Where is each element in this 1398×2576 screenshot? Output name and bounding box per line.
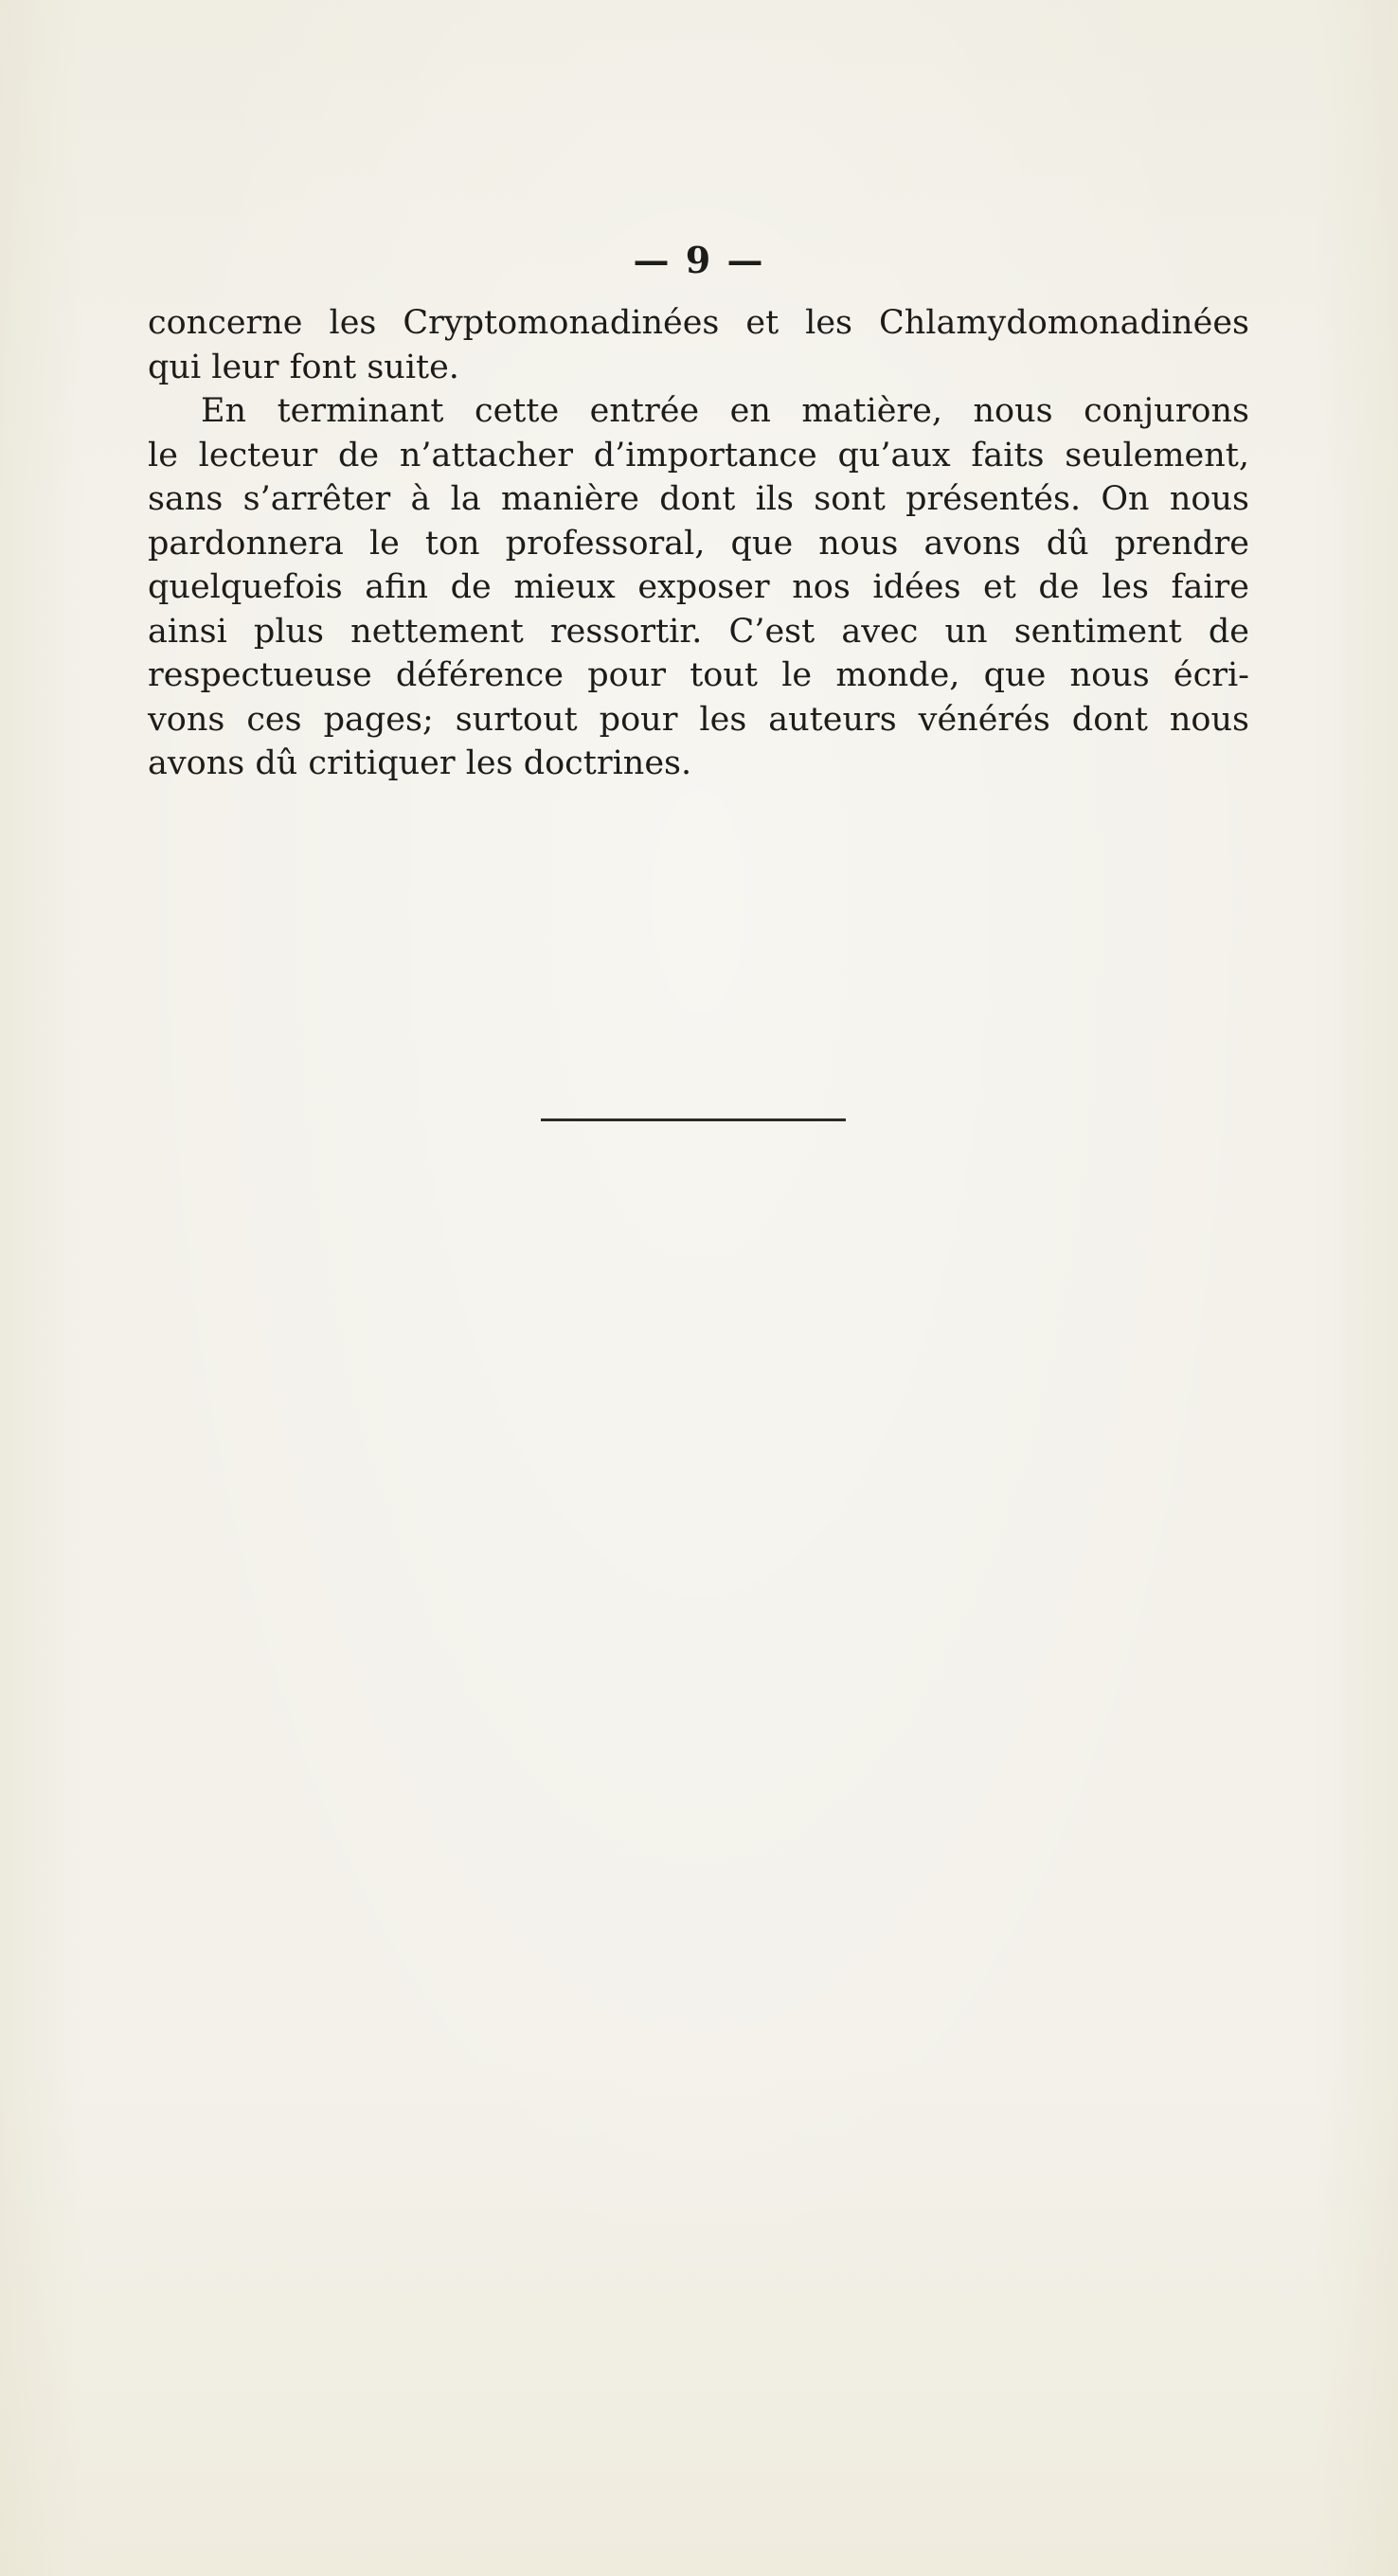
text-line: quelquefois afin de mieux exposer nos idées et de les faire [148,568,1249,606]
text-line: respectueuse déférence pour tout le monde, que nous écri- [148,656,1249,694]
section-divider [541,1118,846,1121]
text-line: avons dû critiquer les doctrines. [148,744,692,782]
page-number: — 9 — [633,239,765,281]
text-line: En terminant cette entrée en matière, nous conjurons [201,392,1249,430]
body-text [148,301,1249,786]
text-line: pardonnera le ton professoral, que nous avons dû prendre [148,524,1249,563]
text-line: sans s’arrêter à la manière dont ils sont présentés. On nous [148,480,1249,518]
text-line: vons ces pages; surtout pour les auteurs vénérés dont nous [148,700,1249,739]
text-line: le lecteur de n’attacher d’importance qu’aux faits seulement, [148,436,1249,474]
text-line: concerne les Cryptomonadinées et les Chlamydomonadinées [148,304,1249,342]
text-line: ainsi plus nettement ressortir. C’est avec un sentiment de [148,612,1249,651]
text-line: qui leur font suite. [148,348,459,386]
